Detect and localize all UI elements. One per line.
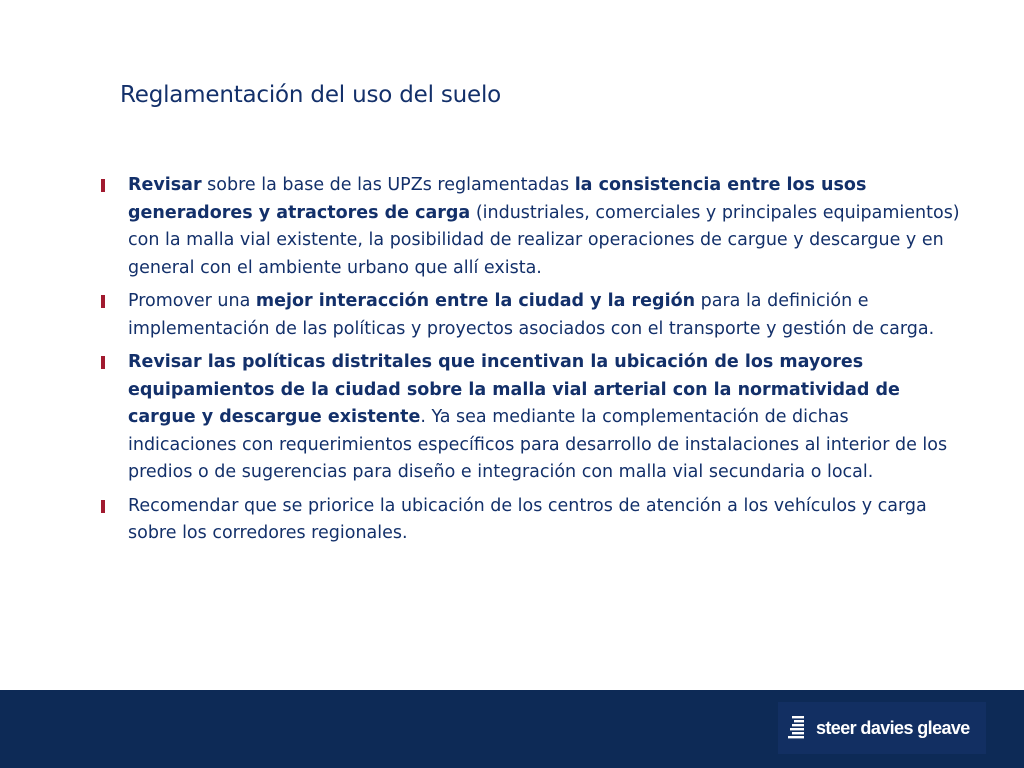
footer-bar — [0, 690, 1024, 768]
bullet-text: para la definición e implementación de las políticas y proyectos asociados con el transporte y gestión de carga. — [128, 291, 935, 339]
bullet-list — [100, 172, 960, 554]
bullet-text-bold: la consistencia entre los usos generadores y atractores de carga — [128, 175, 867, 223]
bullet-text: (industriales, comerciales y principales equipamientos) con la malla vial existente, la posibilidad de realizar operaciones de cargue y descargue y en general con el ambiente urbano que allí exista. — [128, 202, 960, 278]
bullet-marker-icon — [101, 356, 105, 369]
bullet-text-bold: Revisar — [128, 175, 202, 195]
bullet-item — [100, 288, 960, 343]
bullet-item — [100, 493, 960, 548]
bullet-text-bold: Revisar las políticas distritales que incentivan la ubicación de los mayores equipamientos de la ciudad sobre la malla vial arterial con la normatividad de cargue y descargue existente — [128, 352, 900, 427]
bullet-marker-icon — [101, 179, 105, 192]
bullet-item — [100, 172, 960, 282]
logo-text: steer davies gleave — [816, 717, 970, 738]
bullet-item — [100, 349, 960, 487]
bullet-marker-icon — [101, 295, 105, 308]
slide-title: Reglamentación del uso del suelo — [120, 82, 502, 108]
bullet-text-bold: mejor interacción entre la ciudad y la región — [255, 291, 696, 311]
bullet-text: sobre la base de las UPZs reglamentadas — [201, 175, 575, 195]
stacked-bars-icon — [788, 716, 808, 740]
company-logo — [778, 702, 986, 754]
bullet-marker-icon — [101, 500, 105, 513]
bullet-text: Promover una — [128, 291, 256, 311]
bullet-text: . Ya sea mediante la complementación de dichas indicaciones con requerimientos específicos para desarrollo de instalaciones al interior de los predios o de sugerencias para diseño e integración con malla vial secundaria o local. — [128, 407, 948, 482]
bullet-text: Recomendar que se priorice la ubicación de los centros de atención a los vehículos y carga sobre los corredores regionales. — [128, 495, 927, 543]
